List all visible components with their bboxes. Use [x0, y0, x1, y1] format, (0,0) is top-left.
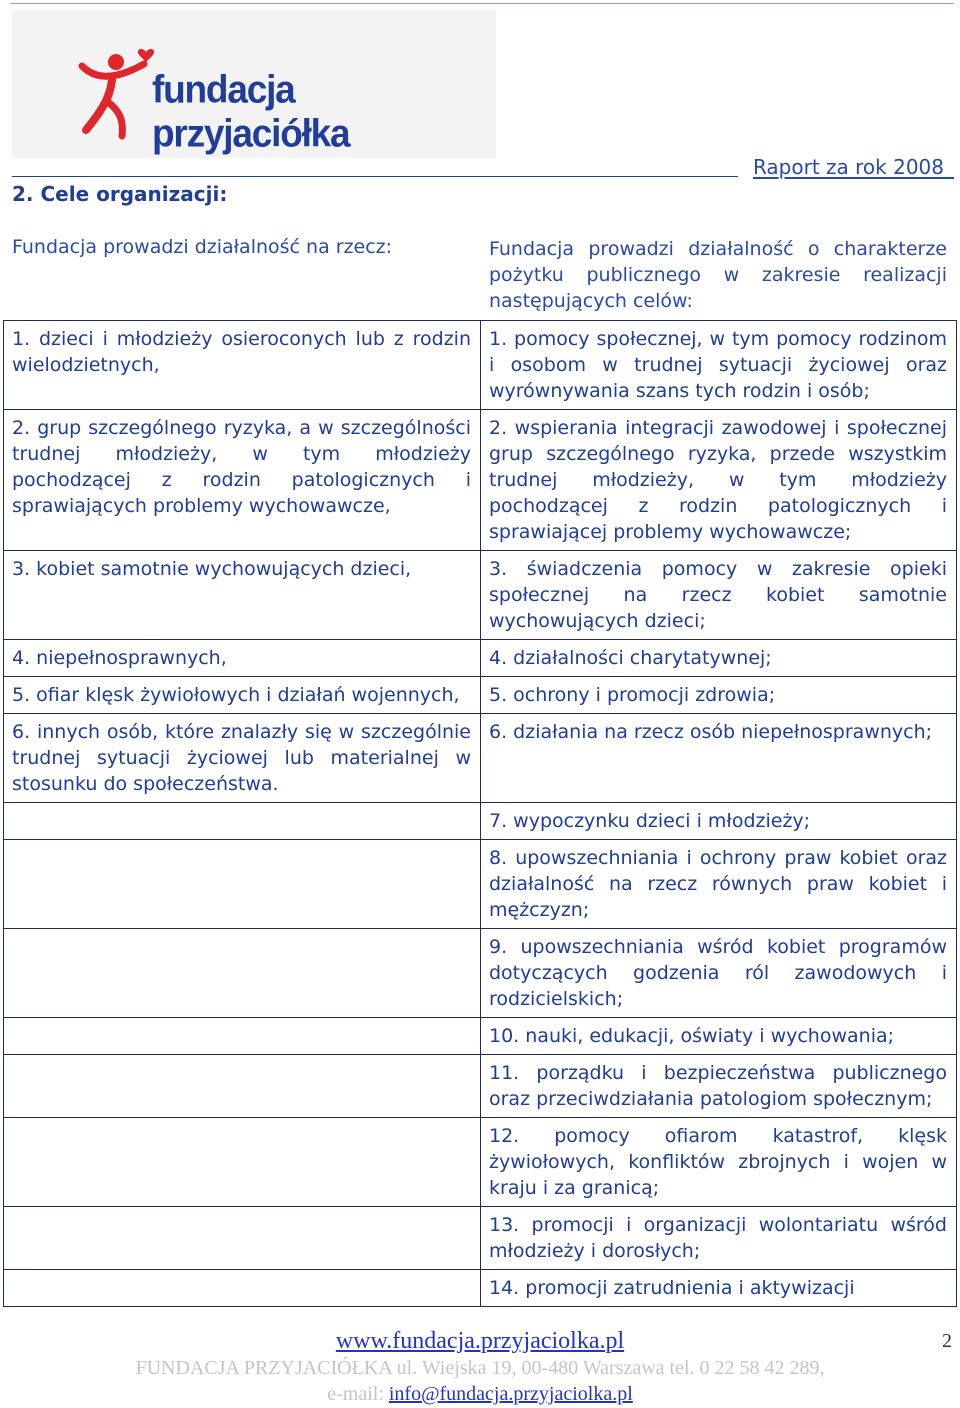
goal-cell: 11. porządku i bezpieczeństwa publicznego oraz przeciwdziałania patologiom społecznym;: [481, 1055, 957, 1118]
goals-table: [3, 320, 957, 1307]
goal-cell: 1. pomocy społecznej, w tym pomocy rodzinom i osobom w trudnej sytuacji życiowej oraz wyrównywania szans tych rodzin i osób;: [481, 321, 957, 410]
goal-cell: 12. pomocy ofiarom katastrof, klęsk żywiołowych, konfliktów zbrojnych i wojen w kraju i za granicą;: [481, 1118, 957, 1207]
table-row: [4, 840, 957, 929]
goal-cell: 5. ochrony i promocji zdrowia;: [481, 677, 957, 714]
beneficiary-cell: [4, 1270, 481, 1307]
left-column-heading: Fundacja prowadzi działalność na rzecz:: [12, 236, 393, 258]
table-row: [4, 714, 957, 803]
logo-banner: [12, 10, 496, 158]
goal-cell: 3. świadczenia pomocy w zakresie opieki społecznej na rzecz kobiet samotnie wychowujących dzieci;: [481, 551, 957, 640]
goal-cell: 14. promocji zatrudnienia i aktywizacji: [481, 1270, 957, 1307]
goal-cell: 2. wspierania integracji zawodowej i społecznej grup szczególnego ryzyka, przede wszystkim trudnej młodzieży, w tym młodzieży pochodzącej z rodzin patologicznych i sprawiającej problemy wychowawcze;: [481, 410, 957, 551]
table-row: [4, 551, 957, 640]
logo-wordmark: fundacja przyjaciółka: [152, 67, 350, 156]
table-row: [4, 410, 957, 551]
beneficiary-cell: [4, 1118, 481, 1207]
beneficiary-cell: 5. ofiar klęsk żywiołowych i działań wojennych,: [4, 677, 481, 714]
beneficiary-cell: 3. kobiet samotnie wychowujących dzieci,: [4, 551, 481, 640]
goal-cell: 13. promocji i organizacji wolontariatu wśród młodzieży i dorosłych;: [481, 1207, 957, 1270]
beneficiary-cell: 4. niepełnosprawnych,: [4, 640, 481, 677]
beneficiary-cell: [4, 929, 481, 1018]
beneficiary-cell: 1. dzieci i młodzieży osieroconych lub z rodzin wielodzietnych,: [4, 321, 481, 410]
report-label: Raport za rok 2008_: [752, 155, 954, 179]
table-row: [4, 1207, 957, 1270]
section-title: 2. Cele organizacji:: [12, 182, 228, 206]
table-row: [4, 1270, 957, 1307]
beneficiary-cell: [4, 1207, 481, 1270]
footer-address: FUNDACJA PRZYJACIÓŁKA ul. Wiejska 19, 00-480 Warszawa tel. 0 22 58 42 289,: [135, 1357, 825, 1379]
table-row: [4, 321, 957, 410]
logo-figure-icon: [64, 44, 156, 140]
beneficiary-cell: [4, 1055, 481, 1118]
footer-email-label: e-mail:: [327, 1383, 384, 1405]
table-row: [4, 640, 957, 677]
table-row: [4, 1118, 957, 1207]
table-row: [4, 677, 957, 714]
beneficiary-cell: [4, 803, 481, 840]
beneficiary-cell: 6. innych osób, które znalazły się w szczególnie trudnej sytuacji życiowej lub materialnej w stosunku do społeczeństwa.: [4, 714, 481, 803]
goal-cell: 10. nauki, edukacji, oświaty i wychowania;: [481, 1018, 957, 1055]
beneficiary-cell: 2. grup szczególnego ryzyka, a w szczególności trudnej młodzieży, w tym młodzieży pochodzącej z rodzin patologicznych i sprawiających problemy wychowawcze,: [4, 410, 481, 551]
table-row: [4, 803, 957, 840]
top-rule: [10, 3, 954, 4]
table-row: [4, 929, 957, 1018]
footer-email-line: [0, 1383, 960, 1406]
goal-cell: 8. upowszechniania i ochrony praw kobiet oraz działalność na rzecz równych praw kobiet i mężczyzn;: [481, 840, 957, 929]
footer-email-link[interactable]: info@fundacja.przyjaciolka.pl: [388, 1383, 633, 1405]
goal-cell: 4. działalności charytatywnej;: [481, 640, 957, 677]
table-row: [4, 1018, 957, 1055]
page-number: 2: [942, 1330, 952, 1352]
beneficiary-cell: [4, 1018, 481, 1055]
goal-cell: 6. działania na rzecz osób niepełnosprawnych;: [481, 714, 957, 803]
footer-website-link[interactable]: www.fundacja.przyjaciolka.pl: [335, 1328, 625, 1354]
right-column-heading: Fundacja prowadzi działalność o charakterze pożytku publicznego w zakresie realizacji następujących celów:: [489, 238, 947, 312]
goal-cell: 7. wypoczynku dzieci i młodzieży;: [481, 803, 957, 840]
report-rule: [12, 176, 738, 177]
beneficiary-cell: [4, 840, 481, 929]
goal-cell: 9. upowszechniania wśród kobiet programów dotyczących godzenia ról zawodowych i rodzicielskich;: [481, 929, 957, 1018]
table-row: [4, 1055, 957, 1118]
